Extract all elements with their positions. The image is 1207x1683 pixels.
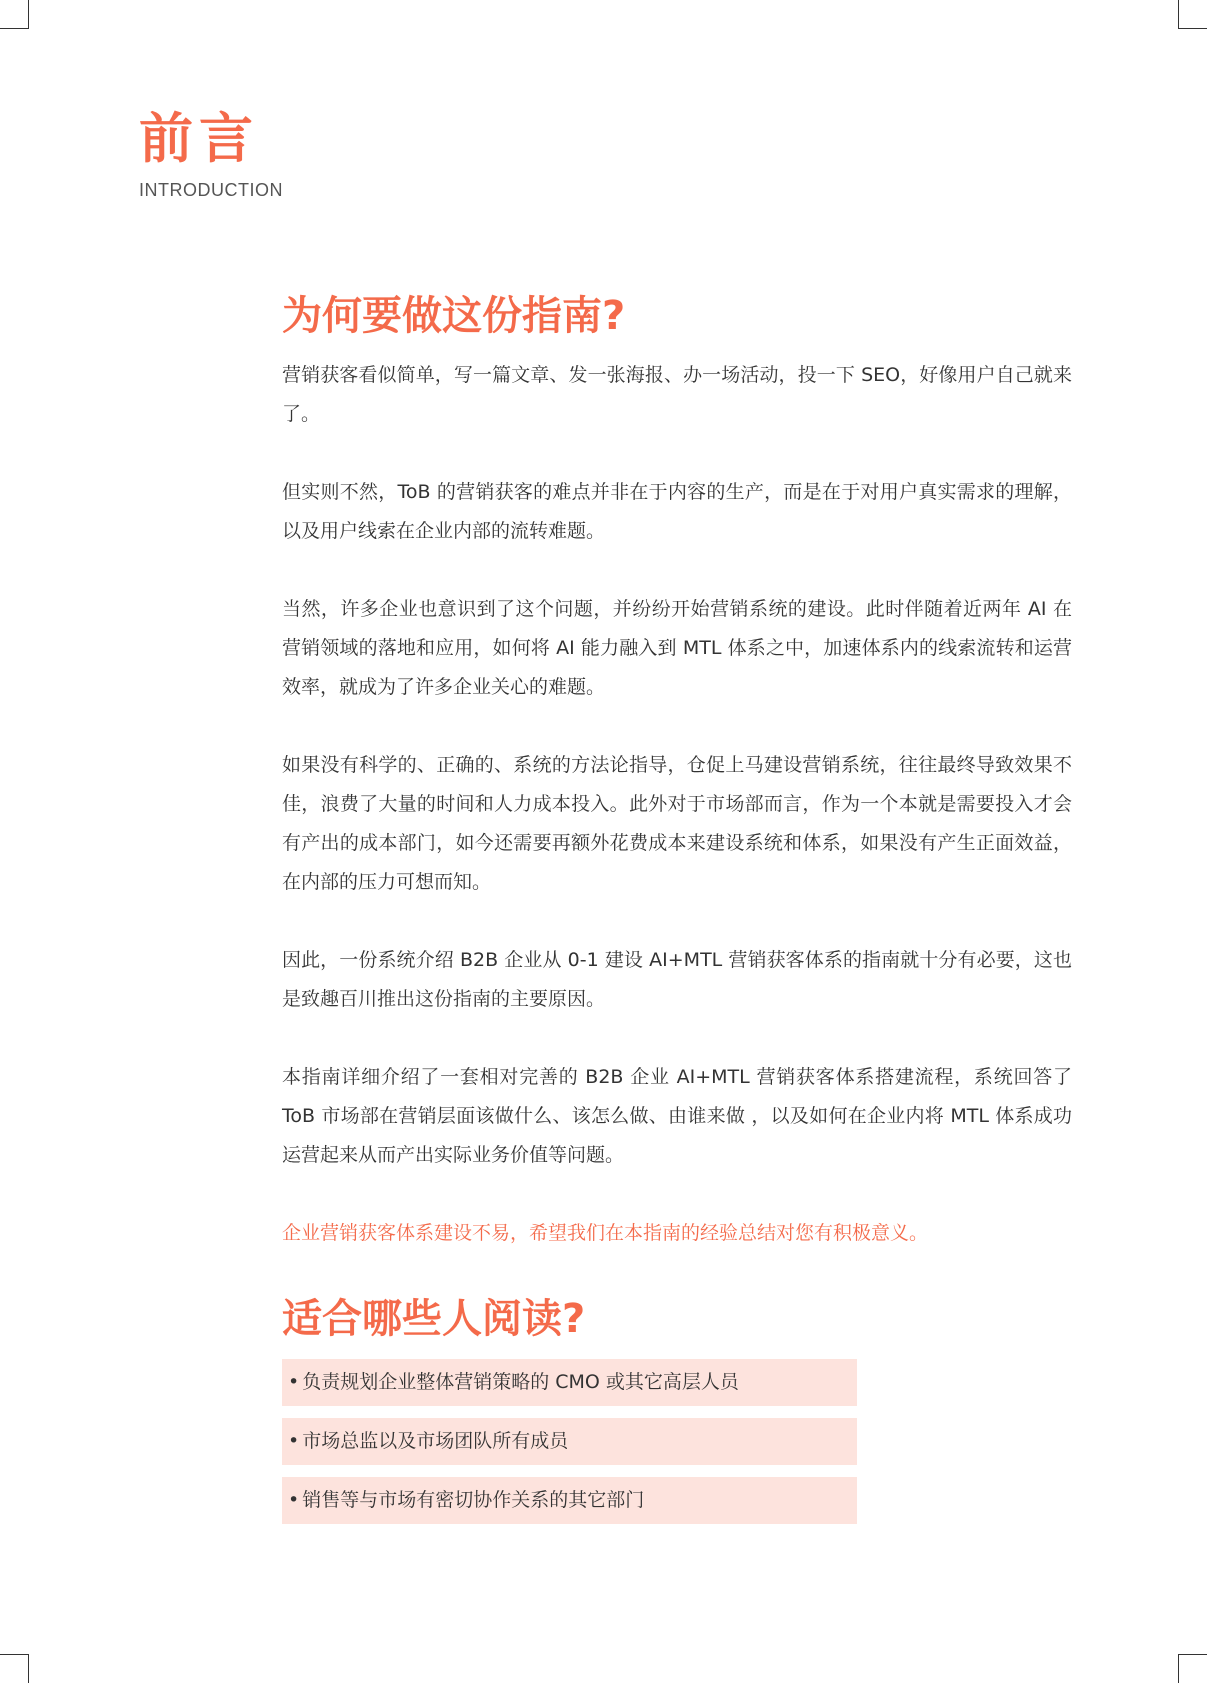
crop-mark-top-left xyxy=(0,0,29,29)
highlight-statement: 企业营销获客体系建设不易，希望我们在本指南的经验总结对您有积极意义。 xyxy=(282,1222,929,1244)
page-subtitle: INTRODUCTION xyxy=(139,180,283,200)
list-item-text: 市场总监以及市场团队所有成员 xyxy=(302,1430,569,1452)
paragraph: 因此，一份系统介绍 B2B 企业从 0-1 建设 AI+MTL 营销获客体系的指南就十分有必要，这也是致趣百川推出这份指南的主要原因。 xyxy=(282,949,1072,1010)
audience-list xyxy=(282,1359,857,1524)
list-item-text: 销售等与市场有密切协作关系的其它部门 xyxy=(302,1489,645,1511)
list-item xyxy=(282,1477,857,1524)
section-heading-why: 为何要做这份指南? xyxy=(282,293,626,339)
list-item xyxy=(282,1418,857,1465)
paragraph: 如果没有科学的、正确的、系统的方法论指导，仓促上马建设营销系统，往往最终导致效果不佳，浪费了大量的时间和人力成本投入。此外对于市场部而言，作为一个本就是需要投入才会有产出的成本部门，如今还需要再额外花费成本来建设系统和体系，如果没有产生正面效益，在内部的压力可想而知。 xyxy=(282,754,1072,893)
crop-mark-bottom-right xyxy=(1178,1654,1207,1683)
bullet-icon: • xyxy=(288,1430,300,1452)
bullet-icon: • xyxy=(288,1489,300,1511)
list-item-text: 负责规划企业整体营销策略的 CMO 或其它高层人员 xyxy=(302,1371,739,1393)
list-item xyxy=(282,1359,857,1406)
crop-mark-top-right xyxy=(1178,0,1207,29)
section-heading-who: 适合哪些人阅读? xyxy=(282,1296,586,1342)
paragraph: 营销获客看似简单，写一篇文章、发一张海报、办一场活动，投一下 SEO，好像用户自己就来了。 xyxy=(282,364,1072,425)
main-content xyxy=(282,288,1072,1536)
paragraph: 当然，许多企业也意识到了这个问题，并纷纷开始营销系统的建设。此时伴随着近两年 AI 在营销领域的落地和应用，如何将 AI 能力融入到 MTL 体系之中，加速体系内的线索流转和运营效率，就成为了许多企业关心的难题。 xyxy=(282,598,1072,698)
crop-mark-bottom-left xyxy=(0,1654,29,1683)
paragraph: 但实则不然，ToB 的营销获客的难点并非在于内容的生产，而是在于对用户真实需求的理解，以及用户线索在企业内部的流转难题。 xyxy=(282,481,1072,542)
page-title: 前言 xyxy=(139,107,259,170)
paragraph: 本指南详细介绍了一套相对完善的 B2B 企业 AI+MTL 营销获客体系搭建流程，系统回答了 ToB 市场部在营销层面该做什么、该怎么做、由谁来做 ，以及如何在企业内将 MTL 体系成功运营起来从而产出实际业务价值等问题。 xyxy=(282,1066,1072,1166)
bullet-icon: • xyxy=(288,1371,300,1393)
